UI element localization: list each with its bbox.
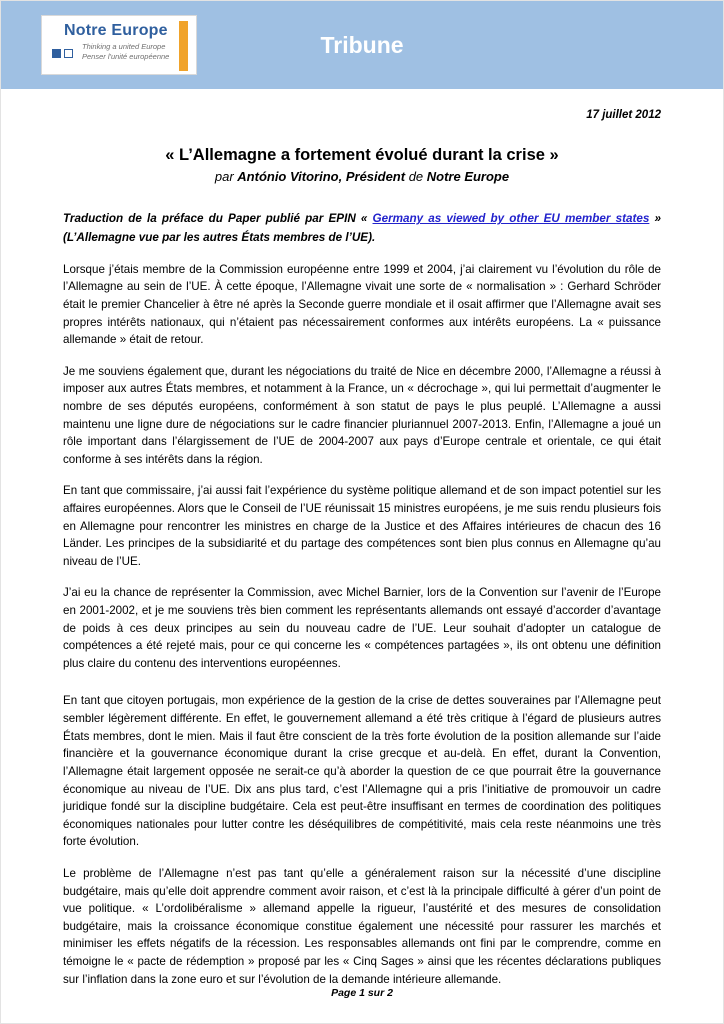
body-paragraph: En tant que commissaire, j’ai aussi fait l’expérience du système politique allemand et de son impact potentiel sur les affaires européennes. Alors que le Conseil de l’UE réunissait 15 ministres européens, je me suis rendu plusieurs fois en Allemagne pour rencontrer les ministres en charge de la Justice et des Affaires intérieures de chacun des 16 Länder. Les principes de la subsidiarité et du partage des compétences sont bien plus connus en Allemagne qu’au niveau de l’UE. [63,484,661,568]
lead-paragraph [63,210,661,246]
logo-square-filled-icon [52,49,61,58]
logo-tagline-fr: Penser l'unité européenne [82,52,170,61]
lead-text-before-link: Traduction de la préface du Paper publié par EPIN « [63,212,373,226]
body-paragraph: J’ai eu la chance de représenter la Commission, avec Michel Barnier, lors de la Convention sur l’avenir de l’Europe en 2001-2002, et je me souviens très bien comment les représentants allemands ont essayé d’accorder d’avantage de poids à ces deux principes au sein du nouveau cadre de l’UE. Leur souhait d’adopter un catalogue de compétences a été rejeté mais, pour ce qui concerne les « compétences partagées », ils ont obtenu une définition plus claire du contenu des interventions européennes. [63,586,661,670]
page-title: « L’Allemagne a fortement évolué durant la crise » [165,146,559,164]
logo-tagline-en: Thinking a united Europe [82,42,166,51]
logo [41,15,197,75]
byline-organisation: Notre Europe [426,169,510,185]
banner-title: Tribune [320,31,404,58]
logo-orange-bar [179,21,188,71]
page-header-banner [1,1,723,89]
lead-text-after-link: » (L’Allemagne vue par les autres États membres de l’UE). [63,212,661,244]
logo-title: Notre Europe [64,22,168,39]
epin-paper-link[interactable]: Germany as viewed by other EU member states [372,212,650,226]
body-paragraph: Lorsque j’étais membre de la Commission européenne entre 1999 et 2004, j’ai clairement vu l’évolution du rôle de l’Allemagne au sein de l’UE. À cette époque, l’Allemagne vivait une sorte de « normalisation » : Gerhard Schröder était le premier Chancelier à être né après la Seconde guerre mondiale et il osait affirmer que l’Allemagne avait ses propres intérêts nationaux, qui n’étaient pas nécessairement conformes aux intérêts européens. La « puissance allemande » était de retour. [63,262,661,347]
document-body [1,109,723,988]
byline-author: António Vitorino, Président [237,169,406,185]
byline [63,169,661,184]
byline-prefix: par [214,169,238,185]
page-footer: Page 1 sur 2 [331,987,393,999]
body-paragraph: Je me souviens également que, durant les négociations du traité de Nice en décembre 2000, l’Allemagne a réussi à imposer aux autres États membres, et notamment à la France, un « décrochage », qui lui permettait d’augmenter le nombre de ses députés européens, conformément à son statut de pays le plus peuplé. L’Allemagne a aussi maintenu une ligne dure de négociations sur le cadre financier pluriannuel 2007-2013. Enfin, l’Allemagne a joué un rôle important dans l’élargissement de l’UE de 2004-2007 aux pays d’Europe centrale et orientale, ce qui était conforme à ses intérêts dans la région. [63,364,661,466]
logo-square-outline-icon [64,49,73,58]
body-paragraph: En tant que citoyen portugais, mon expérience de la gestion de la crise de dettes souveraines par l’Allemagne peut sembler légèrement différente. En effet, le gouvernement allemand a été très critique à l’égard de plusieurs autres États membres, dont le mien. Mais il faut être conscient de la très forte évolution de la position allemande sur l’aide financière et la gouvernance économique durant la crise grecque et au-delà. En effet, durant la Convention, l’Allemagne était largement opposée ne serait-ce qu’à aborder la question de ce que pourrait être la gouvernance économique au niveau de l’UE. Dix ans plus tard, c’est l’Allemagne qui a pris l’initiative de promouvoir un cadre juridique fondé sur la discipline budgétaire. Cela est peut-être insuffisant en termes de coordination des politiques économiques nationales pour lutter contre les déséquilibres de compétitivité, mais cela reste néanmoins une très forte évolution. [63,694,661,849]
body-paragraph: Le problème de l’Allemagne n’est pas tant qu’elle a généralement raison sur la nécessité d’une discipline budgétaire, mais qu’elle doit apprendre comment avoir raison, et c’est là la principale difficulté à gérer d’un point de vue politique. « L’ordolibéralisme » allemand appelle la rigueur, l’austérité et des mesures de consolidation budgétaire, mais la croissance économique constitue également une nécessité pour rassurer les marchés et minimiser les effets négatifs de la récession. Les responsables allemands ont fini par le comprendre, comme en témoigne le « pacte de rédemption » proposé par les « Cinq Sages » ainsi que les récentes déclarations publiques sur l’inflation dans la zone euro et sur l’évolution de la demande intérieure allemande. [63,866,661,986]
publication-date: 17 juillet 2012 [586,109,661,121]
byline-middle: de [405,169,427,185]
